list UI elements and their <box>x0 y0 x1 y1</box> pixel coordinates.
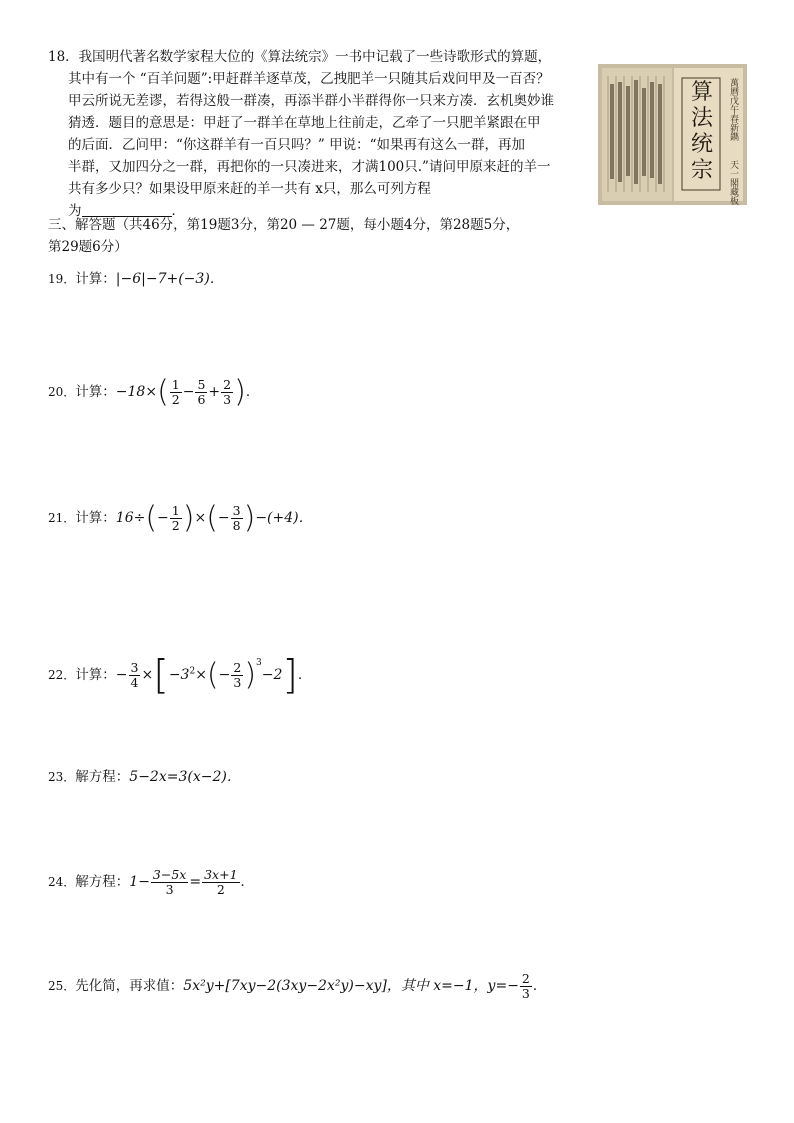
fraction <box>170 504 182 533</box>
denominator: 2 <box>171 392 180 407</box>
numerator: 3 <box>130 660 139 675</box>
book-title-char: 法 <box>690 106 713 131</box>
operator: − <box>217 510 230 526</box>
fraction <box>151 868 188 897</box>
operator: − <box>115 667 128 683</box>
left-paren: ( <box>206 657 219 693</box>
operator: = <box>189 874 202 890</box>
book-side-text: 萬曆戊午春新鐫 <box>728 78 738 141</box>
problem-verb: 计算： <box>75 667 116 683</box>
problem-expression: |−6|−7+(−3)． <box>115 271 224 287</box>
operator: − <box>182 384 195 400</box>
expr-part: 16÷ <box>115 510 146 526</box>
book-bottom-text: 天一閣藏板 <box>728 160 738 205</box>
problem-verb: 计算： <box>75 271 116 287</box>
problem-expression: 5x²y+[7xy−2(3xy−2x²y)−xy]，其中 x=−1，y=− <box>183 978 519 994</box>
fraction <box>170 378 182 407</box>
q18-line-5: 的后面．乙问甲：“你这群羊有一百只吗？” 甲说：“如果再有这么一群，再加 <box>68 137 525 153</box>
problem-number: 20． <box>48 385 76 399</box>
operator: + <box>208 384 221 400</box>
end-mark: ． <box>532 978 547 994</box>
expr-part: 1− <box>129 874 150 890</box>
q18-line-1: 18．我国明代著名数学家程大位的《算法统宗》一书中记载了一些诗歌形式的算题， <box>48 49 552 65</box>
fraction <box>195 378 207 407</box>
denominator: 2 <box>171 518 180 533</box>
expr-part: −(+4)． <box>255 510 313 526</box>
problem-22 <box>48 638 312 700</box>
end-mark: ． <box>240 874 255 890</box>
numerator: 1 <box>171 503 180 518</box>
exponent: 3 <box>256 658 262 668</box>
q18-line-4: 猜透．题目的意思是：甲赶了一群羊在草地上往前走，乙牵了一只肥羊紧跟在甲 <box>68 115 541 131</box>
denominator: 3 <box>521 986 530 1001</box>
fraction <box>129 661 141 690</box>
book-title-char: 算 <box>690 80 713 105</box>
right-paren: ) <box>234 374 246 410</box>
problem-23 <box>48 766 241 788</box>
problem-19 <box>48 268 224 290</box>
expr-part: −2 <box>261 667 283 683</box>
problem-25 <box>48 966 546 1006</box>
numerator: 5 <box>197 377 206 392</box>
expr-part: −18× <box>115 384 158 400</box>
q18-last-suffix: ． <box>171 203 185 219</box>
book-title-char: 宗 <box>690 158 713 183</box>
numerator: 1 <box>171 377 180 392</box>
problem-24 <box>48 862 254 902</box>
denominator: 3 <box>165 882 174 897</box>
denominator: 3 <box>223 392 232 407</box>
numerator: 2 <box>521 971 530 986</box>
exponent: 2 <box>189 666 196 677</box>
problem-verb: 计算： <box>75 510 116 526</box>
book-image <box>598 64 747 205</box>
problem-number: 21． <box>48 511 76 525</box>
book-title <box>686 80 718 184</box>
section-header-line-1: 三、解答题（共46分，第19题3分，第20 — 27题，每小题4分，第28题5分， <box>48 217 520 233</box>
numerator: 3−5x <box>152 867 187 882</box>
numerator: 3x+1 <box>204 867 238 882</box>
problem-21 <box>48 498 313 538</box>
problem-verb: 解方程： <box>75 769 130 785</box>
numerator: 2 <box>223 377 232 392</box>
problem-verb: 计算： <box>75 384 116 400</box>
left-paren: ( <box>206 500 218 536</box>
left-paren: ( <box>145 500 158 536</box>
operator: × <box>195 667 207 683</box>
fraction <box>202 868 239 897</box>
end-mark: ． <box>298 667 312 683</box>
q18-last-prefix: 为 <box>68 203 82 219</box>
denominator: 4 <box>130 675 139 690</box>
right-paren: ) <box>182 500 195 536</box>
fraction <box>221 378 233 407</box>
left-bracket: [ <box>153 652 169 699</box>
book-title-char: 统 <box>690 132 713 157</box>
denominator: 2 <box>216 882 225 897</box>
problem-expression: 5−2x=3(x−2)． <box>129 769 241 785</box>
denominator: 3 <box>233 675 242 690</box>
fraction <box>231 504 243 533</box>
problem-number: 25． <box>48 979 76 993</box>
right-paren: ) <box>244 657 257 693</box>
q18-line-6: 半群，又加四分之一群，再把你的一只凑进来，才满100只.”请问甲原来赶的羊一 <box>68 159 551 175</box>
section-header <box>48 214 758 258</box>
problem-number: 24． <box>48 875 76 889</box>
problem-verb: 解方程： <box>75 874 130 890</box>
problem-verb: 先化简，再求值： <box>75 978 184 994</box>
numerator: 2 <box>233 660 242 675</box>
q18-line-2: 其中有一个 “百羊问题”:甲赶群羊逐草茂，乙拽肥羊一只随其后戏问甲及一百否？ <box>68 71 550 87</box>
q18-line-3: 甲云所说无差谬，若得这般一群凑，再添半群小半群得你一只来方凑．玄机奥妙谁 <box>68 93 554 109</box>
right-bracket: ] <box>282 652 299 699</box>
problem-number: 19． <box>48 272 76 286</box>
problem-number: 23． <box>48 770 76 784</box>
expr-part: −3 <box>168 667 190 683</box>
operator: × <box>194 510 207 526</box>
fraction <box>520 972 532 1001</box>
operator: × <box>141 667 154 683</box>
operator: − <box>157 510 169 526</box>
section-header-line-2: 第29题6分） <box>48 239 128 255</box>
question-18 <box>48 46 578 222</box>
q18-line-7: 共有多少只？如果设甲原来赶的羊一共有 x只，那么可列方程 <box>68 181 431 197</box>
fraction <box>231 661 243 690</box>
problem-20 <box>48 372 259 412</box>
numerator: 3 <box>232 503 241 518</box>
right-paren: ) <box>243 500 256 536</box>
end-mark: ． <box>245 384 260 400</box>
denominator: 6 <box>197 392 206 407</box>
left-paren: ( <box>157 374 169 410</box>
denominator: 8 <box>232 518 241 533</box>
operator: − <box>218 667 231 683</box>
problem-number: 22． <box>48 668 76 682</box>
